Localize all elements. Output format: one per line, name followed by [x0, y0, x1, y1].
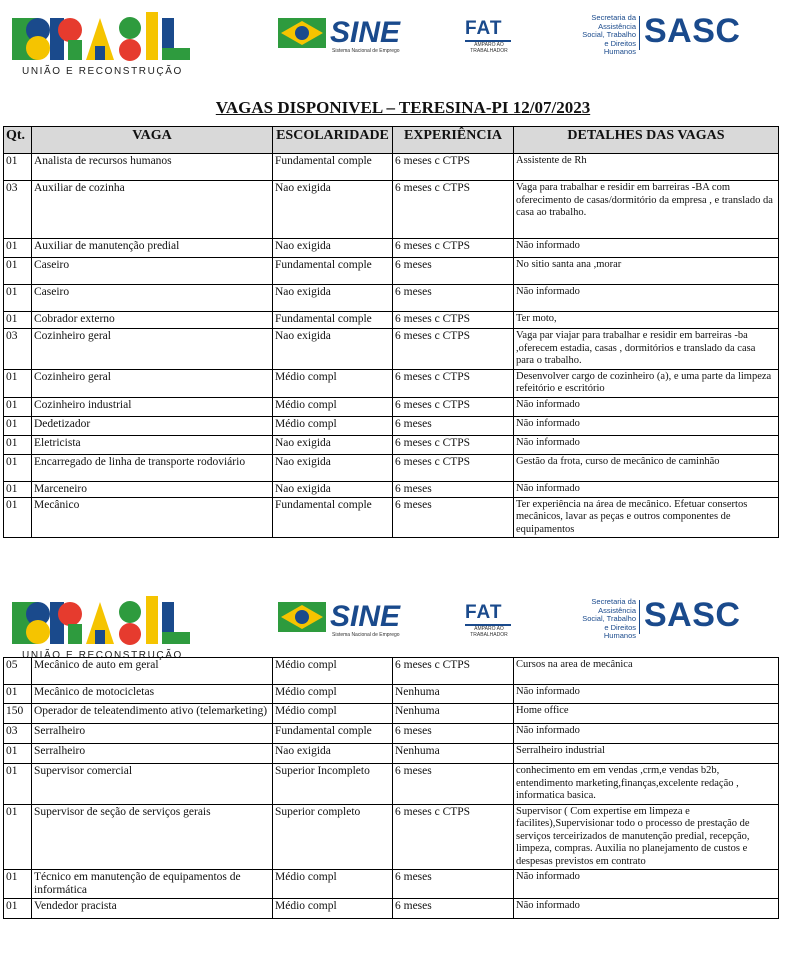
cell-vaga: Analista de recursos humanos	[32, 154, 273, 181]
table-body-page1	[4, 154, 779, 538]
cell-experiencia: 6 meses c CTPS	[393, 397, 514, 416]
cell-vaga: Supervisor comercial	[32, 764, 273, 805]
cell-qt: 01	[4, 685, 32, 704]
col-vaga: VAGA	[32, 127, 273, 154]
brazil-flag-icon	[278, 602, 326, 632]
cell-detalhes: Não informado	[514, 685, 779, 704]
table-row	[4, 764, 779, 805]
cell-escolaridade: Nao exigida	[273, 481, 393, 497]
sasc-word: SASC	[644, 596, 741, 634]
cell-detalhes: Não informado	[514, 416, 779, 435]
sine-subtitle: Sistema Nacional de Emprego	[332, 48, 400, 54]
cell-detalhes: Assistente de Rh	[514, 154, 779, 181]
fat-subtitle: AMPARO AO TRABALHADOR	[470, 626, 508, 638]
cell-qt: 01	[4, 369, 32, 397]
cell-escolaridade: Nao exigida	[273, 285, 393, 312]
cell-vaga: Operador de teleatendimento ativo (telemarketing)	[32, 704, 273, 724]
cell-qt: 01	[4, 744, 32, 764]
cell-detalhes: Não informado	[514, 481, 779, 497]
cell-experiencia: 6 meses c CTPS	[393, 154, 514, 181]
cell-detalhes: Não informado	[514, 899, 779, 919]
col-qt: Qt.	[4, 127, 32, 154]
cell-experiencia: 6 meses c CTPS	[393, 239, 514, 258]
cell-qt: 01	[4, 481, 32, 497]
fat-subtitle: AMPARO AO TRABALHADOR	[470, 42, 508, 54]
cell-experiencia: 6 meses c CTPS	[393, 369, 514, 397]
vacancies-table	[3, 126, 779, 538]
cell-vaga: Cobrador externo	[32, 312, 273, 329]
cell-detalhes: Vaga para trabalhar e residir em barreiras -BA com oferecimento de casas/dormitório da empresa , e translado da casa ao trabalho.	[514, 181, 779, 239]
cell-vaga: Eletricista	[32, 435, 273, 454]
cell-detalhes: Ter experiência na área de mecânico. Efetuar consertos mecânicos, lavar as peças e outros componentes de equipamentos	[514, 497, 779, 538]
cell-vaga: Auxiliar de manutenção predial	[32, 239, 273, 258]
cell-experiencia: 6 meses	[393, 258, 514, 285]
fat-word: FAT	[465, 602, 503, 623]
cell-qt: 01	[4, 239, 32, 258]
table-row	[4, 481, 779, 497]
table-row	[4, 329, 779, 370]
cell-experiencia: 6 meses	[393, 481, 514, 497]
cell-escolaridade: Nao exigida	[273, 181, 393, 239]
table-row	[4, 369, 779, 397]
cell-experiencia: Nenhuma	[393, 685, 514, 704]
cell-vaga: Mecânico de auto em geral	[32, 658, 273, 685]
cell-vaga: Vendedor pracista	[32, 899, 273, 919]
cell-detalhes: No sitio santa ana ,morar	[514, 258, 779, 285]
cell-experiencia: 6 meses c CTPS	[393, 435, 514, 454]
page-header-2	[0, 584, 806, 662]
cell-escolaridade: Médio compl	[273, 685, 393, 704]
cell-escolaridade: Superior Incompleto	[273, 764, 393, 805]
sine-subtitle: Sistema Nacional de Emprego	[332, 632, 400, 638]
cell-qt: 01	[4, 416, 32, 435]
sine-logo	[278, 602, 428, 636]
cell-experiencia: 6 meses	[393, 416, 514, 435]
table-row	[4, 804, 779, 870]
cell-vaga: Serralheiro	[32, 724, 273, 744]
sasc-logo	[578, 12, 741, 56]
cell-qt: 01	[4, 312, 32, 329]
table-row	[4, 239, 779, 258]
sine-word: SINE	[330, 600, 401, 633]
cell-qt: 01	[4, 899, 32, 919]
table-row	[4, 258, 779, 285]
cell-escolaridade: Fundamental comple	[273, 154, 393, 181]
table-row	[4, 704, 779, 724]
table-row	[4, 285, 779, 312]
cell-detalhes: conhecimento em em vendas ,crm,e vendas b2b, entendimento marketing,finanças,excelente redação , informatica basica.	[514, 764, 779, 805]
col-escolaridade: ESCOLARIDADE	[273, 127, 393, 154]
table-row	[4, 658, 779, 685]
cell-detalhes: Gestão da frota, curso de mecânico de caminhão	[514, 454, 779, 481]
cell-escolaridade: Superior completo	[273, 804, 393, 870]
cell-detalhes: Supervisor ( Com expertise em limpeza e facilites),Supervisionar todo o processo de prestação de serviços terceirizados de manutenção predial, recepção, limpeza, compras. Auxilia no planejamento de custos e despesas previstos em contrato	[514, 804, 779, 870]
cell-experiencia: 6 meses c CTPS	[393, 329, 514, 370]
sasc-word: SASC	[644, 12, 741, 50]
cell-vaga: Supervisor de seção de serviços gerais	[32, 804, 273, 870]
col-detalhes: DETALHES DAS VAGAS	[514, 127, 779, 154]
cell-detalhes: Ter moto,	[514, 312, 779, 329]
table-body-page2	[4, 658, 779, 919]
brazil-flag-icon	[278, 18, 326, 48]
cell-detalhes: Não informado	[514, 870, 779, 899]
cell-escolaridade: Fundamental comple	[273, 497, 393, 538]
cell-escolaridade: Fundamental comple	[273, 312, 393, 329]
cell-vaga: Cozinheiro geral	[32, 369, 273, 397]
cell-detalhes: Não informado	[514, 239, 779, 258]
table-row	[4, 312, 779, 329]
cell-experiencia: Nenhuma	[393, 704, 514, 724]
cell-escolaridade: Médio compl	[273, 369, 393, 397]
table-row	[4, 724, 779, 744]
cell-vaga: Cozinheiro geral	[32, 329, 273, 370]
cell-detalhes: Cursos na area de mecânica	[514, 658, 779, 685]
cell-experiencia: 6 meses	[393, 764, 514, 805]
table-row	[4, 435, 779, 454]
cell-experiencia: 6 meses c CTPS	[393, 804, 514, 870]
fat-logo	[465, 602, 515, 636]
cell-qt: 01	[4, 397, 32, 416]
cell-escolaridade: Nao exigida	[273, 239, 393, 258]
cell-experiencia: 6 meses	[393, 724, 514, 744]
cell-qt: 01	[4, 870, 32, 899]
cell-qt: 05	[4, 658, 32, 685]
cell-vaga: Caseiro	[32, 285, 273, 312]
cell-vaga: Marceneiro	[32, 481, 273, 497]
cell-escolaridade: Médio compl	[273, 704, 393, 724]
cell-qt: 01	[4, 285, 32, 312]
table-row	[4, 685, 779, 704]
cell-experiencia: 6 meses c CTPS	[393, 658, 514, 685]
cell-vaga: Serralheiro	[32, 744, 273, 764]
cell-qt: 03	[4, 181, 32, 239]
fat-word: FAT	[465, 18, 503, 39]
sine-word: SINE	[330, 16, 401, 49]
brasil-logo	[12, 586, 192, 648]
cell-detalhes: Desenvolver cargo de cozinheiro (a), e uma parte da limpeza refeitório e escritório	[514, 369, 779, 397]
cell-experiencia: 6 meses	[393, 497, 514, 538]
cell-qt: 01	[4, 804, 32, 870]
brand-subtitle: UNIÃO E RECONSTRUÇÃO	[22, 66, 183, 77]
cell-detalhes: Vaga par viajar para trabalhar e residir em barreiras -ba ,oferecem estadia, casas , dormitórios e translado da casa para o trabalho.	[514, 329, 779, 370]
page-header	[0, 0, 806, 78]
cell-escolaridade: Médio compl	[273, 416, 393, 435]
cell-qt: 150	[4, 704, 32, 724]
cell-vaga: Auxiliar de cozinha	[32, 181, 273, 239]
cell-escolaridade: Nao exigida	[273, 329, 393, 370]
cell-escolaridade: Nao exigida	[273, 454, 393, 481]
cell-escolaridade: Médio compl	[273, 658, 393, 685]
cell-experiencia: 6 meses	[393, 899, 514, 919]
table-row	[4, 181, 779, 239]
table-row	[4, 744, 779, 764]
cell-qt: 03	[4, 329, 32, 370]
table-row	[4, 154, 779, 181]
table-row	[4, 397, 779, 416]
cell-experiencia: 6 meses c CTPS	[393, 181, 514, 239]
cell-vaga: Dedetizador	[32, 416, 273, 435]
cell-vaga: Caseiro	[32, 258, 273, 285]
table-row	[4, 899, 779, 919]
cell-qt: 01	[4, 258, 32, 285]
cell-escolaridade: Nao exigida	[273, 435, 393, 454]
cell-experiencia: 6 meses c CTPS	[393, 312, 514, 329]
cell-vaga: Mecânico de motocicletas	[32, 685, 273, 704]
cell-detalhes: Não informado	[514, 285, 779, 312]
col-experiencia: EXPERIÊNCIA	[393, 127, 514, 154]
cell-detalhes: Não informado	[514, 397, 779, 416]
cell-experiencia: Nenhuma	[393, 744, 514, 764]
cell-vaga: Técnico em manutenção de equipamentos de informática	[32, 870, 273, 899]
sasc-subtitle: Secretaria da Assistência Social, Trabalho e Direitos Humanos	[582, 13, 636, 56]
cell-qt: 01	[4, 154, 32, 181]
cell-detalhes: Home office	[514, 704, 779, 724]
cell-detalhes: Serralheiro industrial	[514, 744, 779, 764]
cell-qt: 01	[4, 497, 32, 538]
table-row	[4, 497, 779, 538]
brand-subtitle: UNIÃO E RECONSTRUÇÃO	[22, 650, 183, 661]
cell-escolaridade: Médio compl	[273, 899, 393, 919]
cell-escolaridade: Médio compl	[273, 870, 393, 899]
cell-qt: 01	[4, 454, 32, 481]
cell-escolaridade: Fundamental comple	[273, 724, 393, 744]
page-title: VAGAS DISPONIVEL – TERESINA-PI 12/07/2023	[215, 98, 591, 117]
table-row	[4, 870, 779, 899]
cell-vaga: Cozinheiro industrial	[32, 397, 273, 416]
vacancies-table-continued	[3, 657, 779, 919]
sasc-divider	[639, 16, 640, 50]
brasil-logo	[12, 2, 192, 64]
sasc-subtitle: Secretaria da Assistência Social, Trabalho e Direitos Humanos	[582, 597, 636, 640]
cell-vaga: Encarregado de linha de transporte rodoviário	[32, 454, 273, 481]
cell-experiencia: 6 meses	[393, 870, 514, 899]
sasc-divider	[639, 600, 640, 634]
table-row	[4, 416, 779, 435]
cell-qt: 01	[4, 764, 32, 805]
cell-escolaridade: Médio compl	[273, 397, 393, 416]
cell-vaga: Mecânico	[32, 497, 273, 538]
sasc-logo	[578, 596, 741, 640]
cell-escolaridade: Fundamental comple	[273, 258, 393, 285]
fat-logo	[465, 18, 515, 52]
cell-experiencia: 6 meses	[393, 285, 514, 312]
cell-qt: 01	[4, 435, 32, 454]
cell-detalhes: Não informado	[514, 724, 779, 744]
table-row	[4, 454, 779, 481]
cell-qt: 03	[4, 724, 32, 744]
cell-escolaridade: Nao exigida	[273, 744, 393, 764]
sine-logo	[278, 18, 428, 52]
cell-detalhes: Não informado	[514, 435, 779, 454]
cell-experiencia: 6 meses c CTPS	[393, 454, 514, 481]
